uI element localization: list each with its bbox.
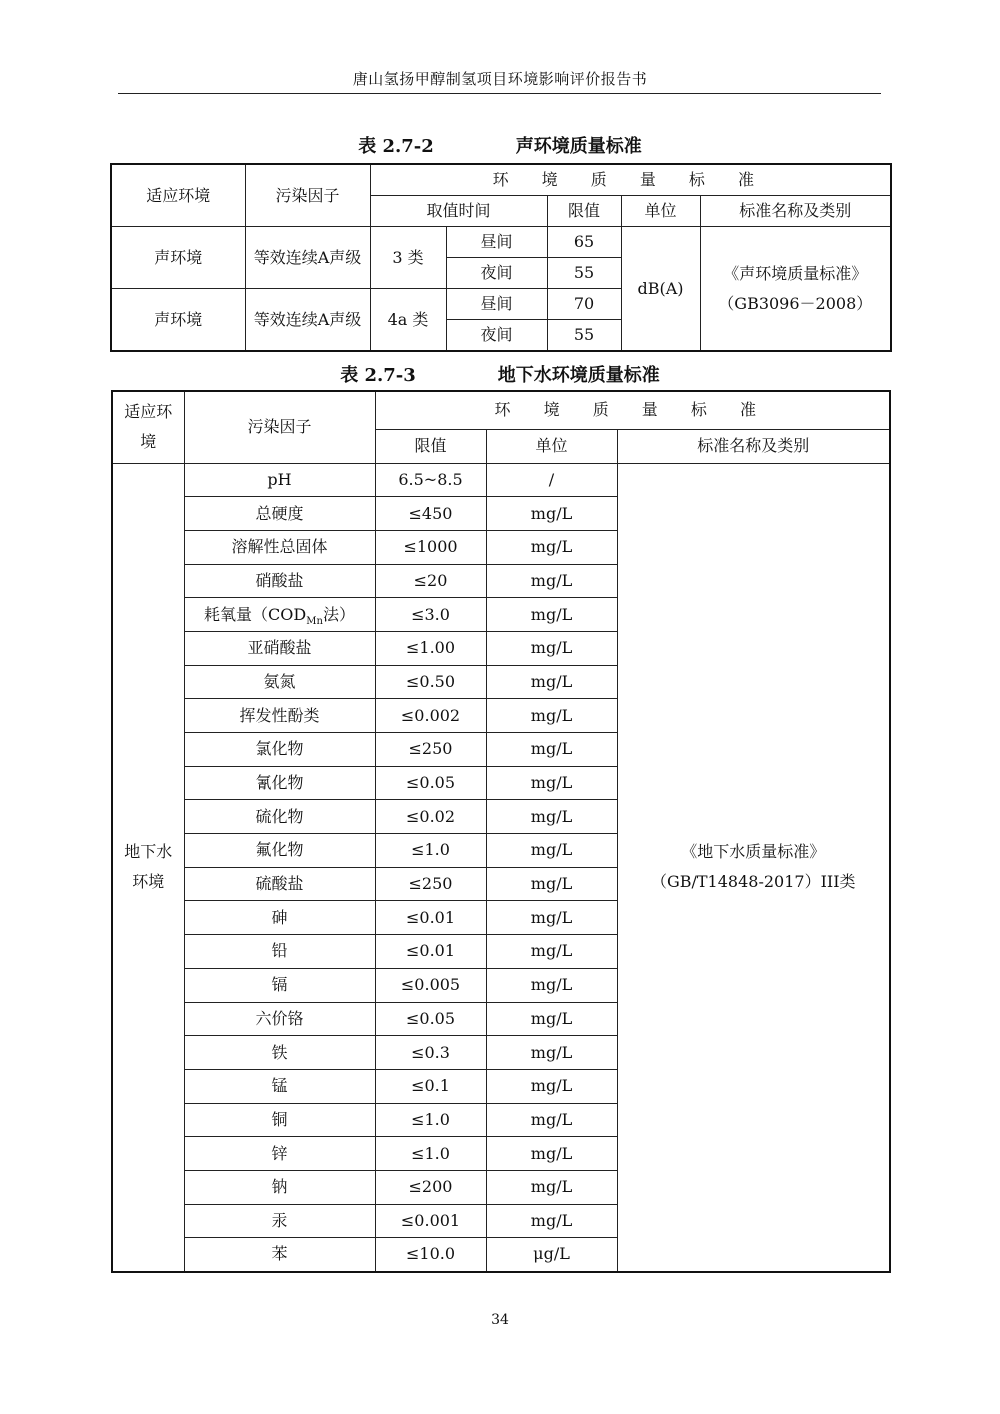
t2-unit: mg/L [486, 733, 617, 767]
t2-unit: mg/L [486, 1069, 617, 1103]
t2-factor [184, 564, 375, 598]
t1-period: 昼间 [446, 227, 547, 258]
table1-caption-number: 表 2.7-2 [358, 136, 434, 157]
t2-factor-text: 亚硝酸盐 [247, 638, 312, 658]
t1-period: 昼间 [446, 289, 547, 320]
table2-caption [0, 361, 1000, 387]
t2-unit: mg/L [486, 1103, 617, 1137]
t2-factor [184, 1036, 375, 1070]
t2-factor-text: 锌 [271, 1143, 288, 1163]
t2-factor-text: pH [267, 469, 292, 489]
t1-head-limit: 限值 [547, 196, 621, 227]
t2-factor-text: 硝酸盐 [255, 570, 304, 590]
t2-unit: mg/L [486, 564, 617, 598]
t2-factor [184, 1204, 375, 1238]
t2-unit: mg/L [486, 598, 617, 632]
t2-limit: ≤0.005 [375, 968, 486, 1002]
t2-head-limit: 限值 [375, 429, 486, 463]
t2-unit: mg/L [486, 766, 617, 800]
t1-factor: 等效连续A声级 [245, 227, 370, 289]
t2-unit: mg/L [486, 530, 617, 564]
t2-limit: ≤1.0 [375, 834, 486, 868]
t1-limit: 70 [547, 289, 621, 320]
t2-factor [184, 463, 375, 497]
t2-factor [184, 598, 375, 632]
t1-factor: 等效连续A声级 [245, 289, 370, 352]
t2-factor [184, 800, 375, 834]
t2-limit: ≤1.0 [375, 1103, 486, 1137]
t2-limit: ≤3.0 [375, 598, 486, 632]
t2-factor [184, 530, 375, 564]
t2-standard [617, 463, 890, 1272]
table-row [112, 463, 890, 497]
table2-caption-title: 地下水环境质量标准 [497, 365, 660, 386]
t2-limit: ≤20 [375, 564, 486, 598]
t2-factor [184, 1069, 375, 1103]
t1-env: 声环境 [111, 227, 245, 289]
t2-factor [184, 968, 375, 1002]
t2-unit: mg/L [486, 834, 617, 868]
running-header: 唐山氢扬甲醇制氢项目环境影响评价报告书 [352, 70, 648, 88]
t1-head-time: 取值时间 [370, 196, 547, 227]
t2-factor-text: 溶解性总固体 [231, 537, 328, 557]
t2-head-factor: 污染因子 [184, 391, 375, 463]
t2-factor-text: 铅 [271, 941, 288, 961]
t1-head-unit: 单位 [621, 196, 700, 227]
t1-unit: dB(A) [621, 227, 700, 352]
t2-factor [184, 1002, 375, 1036]
t2-factor-text: 氰化物 [255, 773, 304, 793]
t1-standard [700, 227, 891, 352]
t1-period: 夜间 [446, 320, 547, 352]
t2-unit: mg/L [486, 901, 617, 935]
t2-factor-text: 硫酸盐 [255, 874, 304, 894]
t2-standard-line1: 《地下水质量标准》 [681, 842, 826, 861]
t2-unit: mg/L [486, 1204, 617, 1238]
table1-caption-title: 声环境质量标准 [515, 136, 642, 157]
t2-unit: mg/L [486, 968, 617, 1002]
header-divider [118, 93, 881, 94]
t1-class: 4a 类 [370, 289, 446, 352]
t1-env: 声环境 [111, 289, 245, 352]
t1-head-group: 环 境 质 量 标 准 [370, 164, 891, 196]
t2-factor [184, 867, 375, 901]
t2-limit: ≤1.00 [375, 631, 486, 665]
t2-limit: ≤200 [375, 1170, 486, 1204]
t2-limit: 6.5~8.5 [375, 463, 486, 497]
t2-factor-text: 六价铬 [255, 1008, 304, 1028]
t2-limit: ≤0.02 [375, 800, 486, 834]
t2-unit: mg/L [486, 1137, 617, 1171]
t2-factor [184, 665, 375, 699]
t2-factor-text: 氯化物 [255, 739, 304, 759]
t2-head-group: 环 境 质 量 标 准 [375, 391, 890, 429]
t2-unit: μg/L [486, 1238, 617, 1272]
t2-limit: ≤1.0 [375, 1137, 486, 1171]
t2-factor-text: 铜 [271, 1109, 288, 1129]
t2-factor-subscript: Mn [306, 615, 323, 627]
t2-env: 地下水环境 [112, 463, 184, 1272]
t2-factor [184, 1137, 375, 1171]
t2-factor-text: 苯 [271, 1244, 288, 1264]
t2-unit: mg/L [486, 800, 617, 834]
t1-standard-line2: （GB3096－2008） [718, 293, 873, 313]
t2-limit: ≤0.3 [375, 1036, 486, 1070]
t2-limit: ≤1000 [375, 530, 486, 564]
t2-standard-line2: （GB/T14848-2017）III类 [650, 872, 856, 891]
t2-factor-tail: 法） [322, 604, 355, 624]
t2-unit: mg/L [486, 1002, 617, 1036]
groundwater-standard-table [111, 390, 891, 1273]
noise-standard-table [110, 163, 892, 352]
t2-factor [184, 699, 375, 733]
t2-limit: ≤0.05 [375, 766, 486, 800]
t1-head-standard: 标准名称及类别 [700, 196, 891, 227]
t2-factor-text: 挥发性酚类 [239, 705, 320, 725]
t1-limit: 65 [547, 227, 621, 258]
t2-factor [184, 1103, 375, 1137]
t2-limit: ≤0.001 [375, 1204, 486, 1238]
t2-unit: mg/L [486, 631, 617, 665]
t2-unit: mg/L [486, 497, 617, 531]
t2-factor-text: 铁 [271, 1042, 288, 1062]
t2-factor [184, 935, 375, 969]
t2-factor [184, 766, 375, 800]
t1-limit: 55 [547, 320, 621, 352]
table-row [111, 227, 891, 258]
t2-factor-text: 总硬度 [255, 503, 304, 523]
t1-limit: 55 [547, 258, 621, 289]
t2-limit: ≤0.05 [375, 1002, 486, 1036]
t2-unit: mg/L [486, 699, 617, 733]
t2-factor [184, 1170, 375, 1204]
t2-unit: mg/L [486, 665, 617, 699]
t2-factor [184, 1238, 375, 1272]
t2-limit: ≤250 [375, 867, 486, 901]
t1-head-factor: 污染因子 [245, 164, 370, 227]
t2-limit: ≤0.50 [375, 665, 486, 699]
t2-unit: / [486, 463, 617, 497]
t2-limit: ≤0.002 [375, 699, 486, 733]
t2-factor-text: 汞 [271, 1210, 288, 1230]
t2-factor [184, 834, 375, 868]
t2-limit: ≤10.0 [375, 1238, 486, 1272]
t2-unit: mg/L [486, 935, 617, 969]
t2-factor [184, 631, 375, 665]
page-number: 34 [491, 1312, 509, 1328]
t2-unit: mg/L [486, 1036, 617, 1070]
t2-limit: ≤0.01 [375, 935, 486, 969]
t2-factor-text: 耗氧量（COD [204, 604, 307, 624]
t2-factor [184, 901, 375, 935]
t1-standard-line1: 《声环境质量标准》 [723, 263, 868, 283]
t2-unit: mg/L [486, 1170, 617, 1204]
t2-factor [184, 497, 375, 531]
t1-class: 3 类 [370, 227, 446, 289]
t2-head-unit: 单位 [486, 429, 617, 463]
t2-unit: mg/L [486, 867, 617, 901]
t2-factor-text: 镉 [271, 975, 288, 995]
t1-period: 夜间 [446, 258, 547, 289]
t2-head-env: 适应环境 [112, 391, 184, 463]
t2-limit: ≤250 [375, 733, 486, 767]
t2-limit: ≤0.1 [375, 1069, 486, 1103]
t2-factor [184, 733, 375, 767]
t2-factor-text: 砷 [271, 907, 288, 927]
t2-factor-text: 钠 [271, 1177, 288, 1197]
table2-caption-number: 表 2.7-3 [340, 365, 416, 386]
t1-head-env: 适应环境 [111, 164, 245, 227]
t2-factor-text: 硫化物 [255, 806, 304, 826]
t2-limit: ≤450 [375, 497, 486, 531]
t2-head-standard: 标准名称及类别 [617, 429, 890, 463]
t2-limit: ≤0.01 [375, 901, 486, 935]
table1-caption [0, 132, 1000, 158]
t2-factor-text: 锰 [271, 1076, 288, 1096]
t2-factor-text: 氨氮 [263, 671, 296, 691]
t2-factor-text: 氟化物 [255, 840, 304, 860]
